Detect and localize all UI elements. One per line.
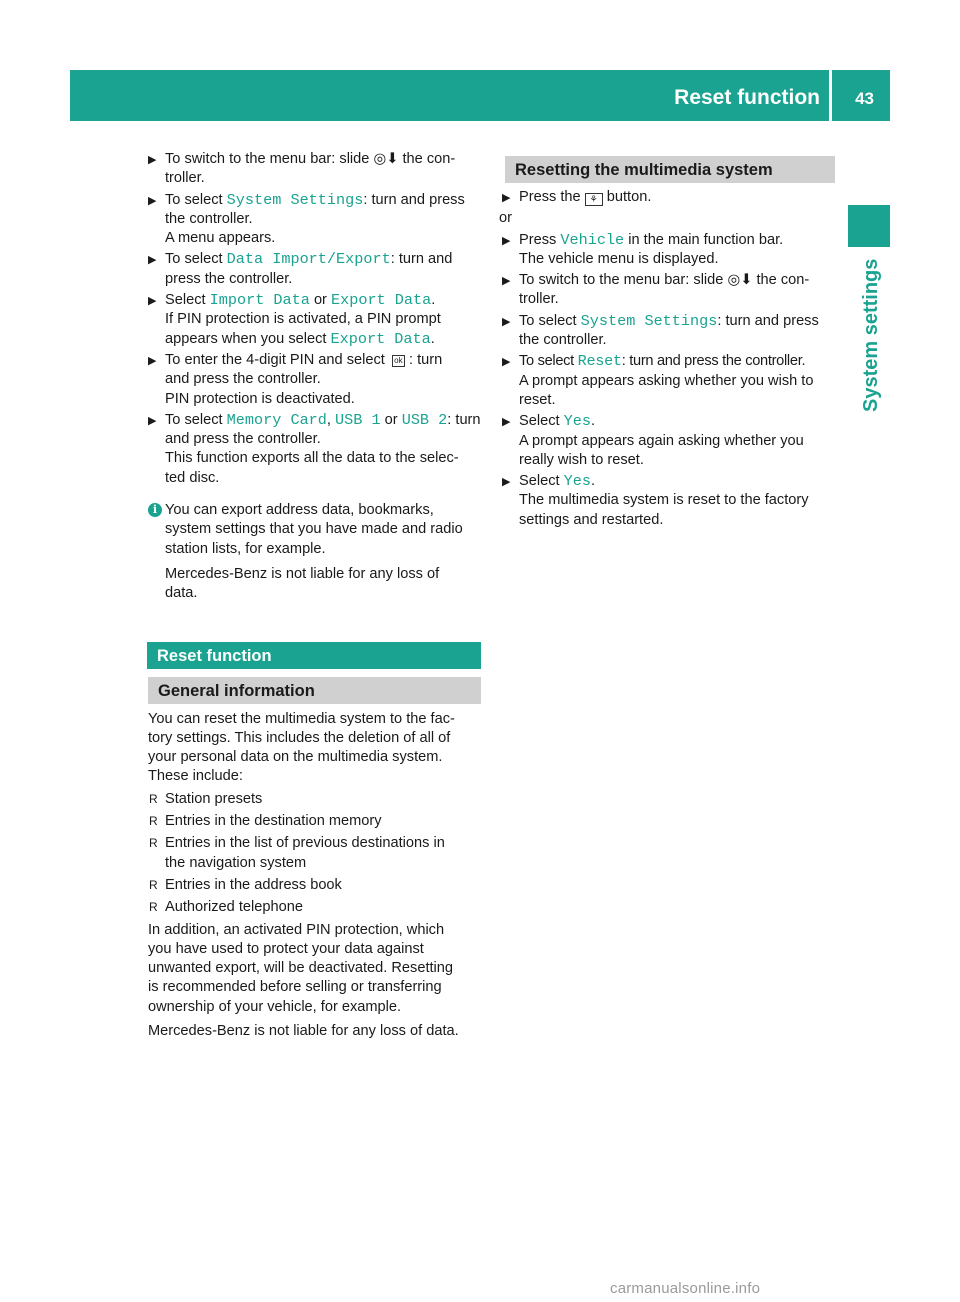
header-bar	[70, 70, 890, 121]
or-separator: or	[499, 210, 512, 227]
menu-item-export-data: Export Data	[330, 329, 431, 348]
menu-item-import-data: Import Data	[209, 291, 310, 310]
step-item: ▶ To switch to the menu bar: slide ◎⬇ the con- troller.	[148, 151, 456, 187]
menu-item-data-import-export: Data Import/Export	[226, 250, 391, 269]
step-item: ▶ Select Import Data or Export Data. If PIN protection is activated, a PIN prompt appears when you select Export Data.	[148, 291, 441, 348]
arrow-icon: ▶	[148, 295, 157, 308]
step-item: ▶ To select Memory Card, USB 1 or USB 2: turn and press the controller. This function exports all the data to the selec- ted disc.	[148, 410, 481, 486]
left-column	[148, 150, 481, 1041]
menu-item-usb-1: USB 1	[335, 410, 381, 429]
list-item: R Authorized telephone	[148, 898, 481, 917]
bullet-icon: R	[149, 814, 158, 829]
menu-item-reset: Reset	[577, 352, 622, 371]
arrow-icon: ▶	[502, 416, 511, 429]
list-item: R Station presets	[148, 790, 481, 809]
side-tab-label: System settings	[860, 258, 882, 412]
arrow-icon: ▶	[502, 315, 511, 328]
vehicle-button-icon: ⚘	[585, 193, 603, 206]
menu-item-usb-2: USB 2	[401, 410, 448, 429]
section-heading-reset-function: Reset function	[147, 642, 481, 669]
list-item: R Entries in the destination memory	[148, 812, 481, 831]
step-item: ▶ Press Vehicle in the main function bar. The vehicle menu is displayed.	[502, 230, 784, 267]
header-divider	[829, 70, 832, 121]
ok-button-icon: ok	[392, 355, 405, 367]
step-item: ▶ Select Yes. A prompt appears again asking whether you really wish to reset.	[502, 412, 804, 468]
menu-item-memory-card: Memory Card	[226, 410, 327, 429]
step-item: ▶ Select Yes. The multimedia system is reset to the factory settings and restarted.	[502, 472, 809, 528]
side-tab-marker	[848, 205, 890, 247]
bullet-icon: R	[149, 836, 158, 851]
intro-paragraph: You can reset the multimedia system to the fac- tory settings. This includes the deletion of all of your personal data on the multimedia system. These include:	[148, 710, 455, 785]
arrow-icon: ▶	[148, 354, 157, 367]
arrow-icon: ▶	[148, 154, 157, 166]
menu-item-vehicle: Vehicle	[560, 230, 625, 249]
arrow-icon: ▶	[502, 476, 511, 489]
step-item: ▶ To select System Settings: turn and press the controller.	[502, 311, 819, 349]
section-heading-resetting-multimedia: Resetting the multimedia system	[505, 156, 835, 183]
page-number: 43	[855, 89, 874, 108]
menu-item-export-data: Export Data	[330, 291, 432, 310]
controller-slide-icon: ◎⬇	[727, 272, 753, 289]
bullet-icon: R	[149, 900, 158, 915]
arrow-icon: ▶	[502, 356, 511, 369]
step-item: ▶ To enter the 4-digit PIN and select ok : turn and press the controller. PIN protection is deactivated.	[148, 351, 443, 407]
step-item: ▶ To select Reset: turn and press the controller. A prompt appears asking whether you wish to reset.	[502, 352, 814, 408]
right-column	[499, 153, 835, 532]
arrow-icon: ▶	[148, 254, 157, 267]
liability-paragraph: Mercedes-Benz is not liable for any loss of data.	[148, 1022, 459, 1039]
list-item: R Entries in the address book	[148, 876, 481, 895]
info-icon: i	[148, 503, 162, 517]
bullet-icon: R	[149, 791, 158, 806]
arrow-icon: ▶	[502, 192, 511, 204]
menu-item-system-settings: System Settings	[580, 311, 718, 330]
bullet-icon: R	[149, 877, 158, 892]
step-item: ▶ To select System Settings: turn and press the controller. A menu appears.	[148, 190, 465, 247]
step-item: ▶ To switch to the menu bar: slide ◎⬇ the con- troller.	[502, 272, 810, 308]
section-heading-general-information: General information	[148, 677, 481, 704]
menu-item-yes: Yes	[563, 412, 591, 431]
arrow-icon: ▶	[502, 275, 511, 288]
controller-slide-icon: ◎⬇	[373, 151, 399, 167]
arrow-icon: ▶	[148, 194, 157, 207]
menu-item-yes: Yes	[563, 472, 591, 491]
arrow-icon: ▶	[148, 414, 157, 427]
page-title: Reset function	[674, 86, 820, 109]
outro-paragraph: In addition, an activated PIN protection, which you have used to protect your data against unwanted export, will be deactivated. Resetting is recommended before selling or transferring ownership of your vehicle, for example.	[148, 921, 454, 1015]
list-item: R Entries in the list of previous destinations in the navigation system	[149, 835, 445, 871]
step-item: ▶ To select Data Import/Export: turn and press the controller.	[148, 250, 453, 287]
step-item: ▶ Press the ⚘ button.	[502, 188, 835, 207]
watermark: carmanualsonline.info	[610, 1280, 761, 1297]
arrow-icon: ▶	[502, 234, 511, 247]
info-note: i You can export address data, bookmarks, system settings that you have made and radio station lists, for example. Mercedes-Benz is not liable for any loss of data.	[148, 501, 481, 603]
menu-item-system-settings: System Settings	[226, 190, 364, 209]
